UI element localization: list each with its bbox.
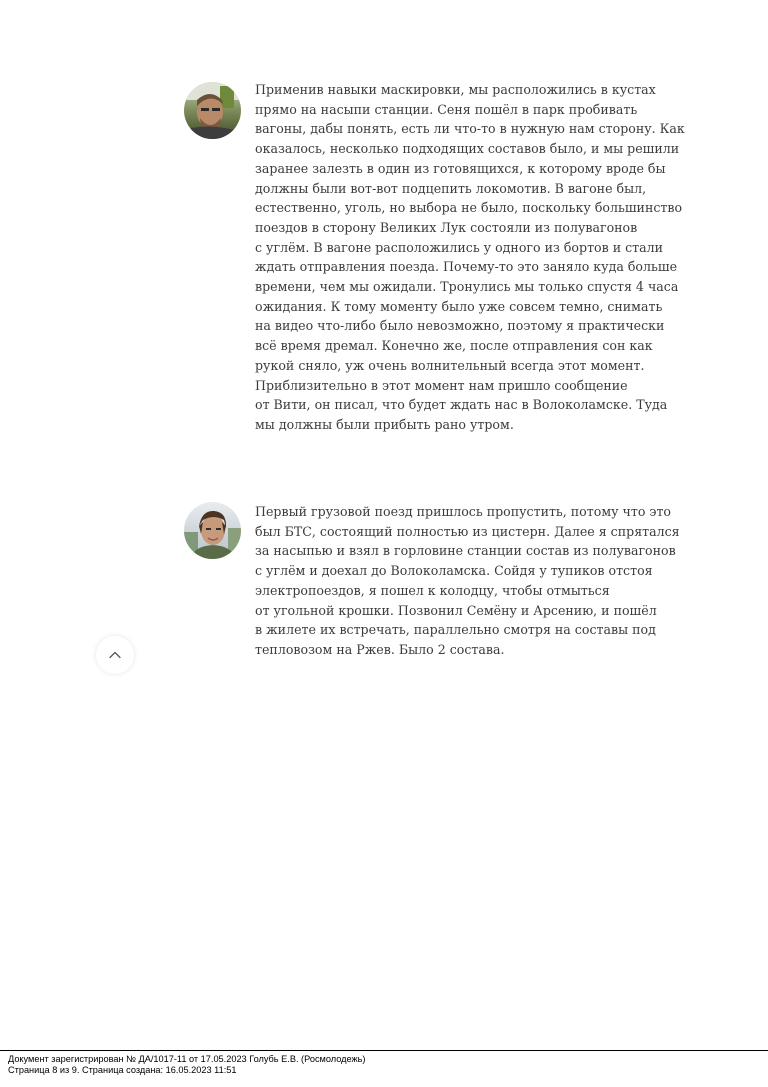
paragraph-line: вагоны, дабы понять, есть ли что-то в нужную нам сторону. Как	[255, 121, 685, 137]
footer-registration-line: Документ зарегистрирован № ДА/1017-11 от 17.05.2023 Голубь Е.В. (Росмолодежь)	[8, 1054, 366, 1064]
paragraph-line: прямо на насыпи станции. Сеня пошёл в парк пробивать	[255, 101, 638, 117]
paragraph-line: от угольной крошки. Позвонил Семёну и Арсению, и пошёл	[255, 602, 657, 618]
paragraph-line: с углём и доехал до Волоколамска. Сойдя у тупиков отстоя	[255, 563, 653, 579]
paragraph-line: был БТС, состоящий полностью из цистерн. Далее я спрятался	[255, 523, 680, 539]
paragraph-line: заранее залезть в один из готовящихся, к которому вроде бы	[255, 160, 666, 176]
author-avatar-2	[184, 502, 241, 559]
avatar-photo-2	[184, 502, 241, 559]
paragraph-line: Первый грузовой поезд пришлось пропустить, потому что это	[255, 504, 672, 519]
paragraph-line: Применив навыки маскировки, мы расположились в кустах	[255, 82, 656, 97]
paragraph-line: мы должны были прибыть рано утром.	[255, 416, 514, 432]
paragraph-line: оказалось, несколько подходящих составов было, и мы решили	[255, 141, 680, 157]
scroll-up-button[interactable]	[96, 636, 134, 674]
paragraph-line: от Вити, он писал, что будет ждать нас в Волоколамске. Туда	[255, 397, 668, 413]
paragraph-line: естественно, уголь, но выбора не было, поскольку большинство	[255, 200, 683, 216]
avatar-photo-1	[184, 82, 241, 139]
paragraph-line: рукой сняло, уж очень волнительный всегда этот момент.	[255, 357, 645, 373]
footer-page-line: Страница 8 из 9. Страница создана: 16.05.2023 11:51	[8, 1065, 237, 1075]
document-footer	[8, 1054, 366, 1076]
paragraph-line: на видео что-либо было невозможно, поэтому я практически	[255, 318, 665, 334]
paragraph-line: должны были вот-вот подцепить локомотив. В вагоне был,	[255, 180, 647, 196]
paragraph-line: ждать отправления поезда. Почему-то это заняло куда больше	[255, 259, 678, 275]
paragraph-line: в жилете их встречать, параллельно смотря на составы под	[255, 622, 656, 638]
chevron-up-icon	[108, 648, 122, 662]
paragraph-line: электропоездов, я пошел к колодцу, чтобы отмыться	[255, 582, 610, 598]
paragraph-line: за насыпью и взял в горловине станции состав из полувагонов	[255, 543, 676, 559]
paragraph-line: поездов в сторону Великих Лук состояли из полувагонов	[255, 219, 638, 235]
paragraph-line: времени, чем мы ожидали. Тронулись мы только спустя 4 часа	[255, 279, 679, 295]
paragraph-2	[255, 502, 680, 660]
paragraph-line: тепловозом на Ржев. Было 2 состава.	[255, 641, 505, 657]
paragraph-line: ожидания. К тому моменту было уже совсем темно, снимать	[255, 298, 663, 314]
paragraph-line: всё время дремал. Конечно же, после отправления сон как	[255, 338, 653, 354]
paragraph-1	[255, 80, 685, 435]
author-avatar-1	[184, 82, 241, 139]
paragraph-line: Приблизительно в этот момент нам пришло сообщение	[255, 377, 628, 393]
paragraph-line: с углём. В вагоне расположились у одного из бортов и стали	[255, 239, 664, 255]
footer-divider	[0, 1050, 768, 1051]
